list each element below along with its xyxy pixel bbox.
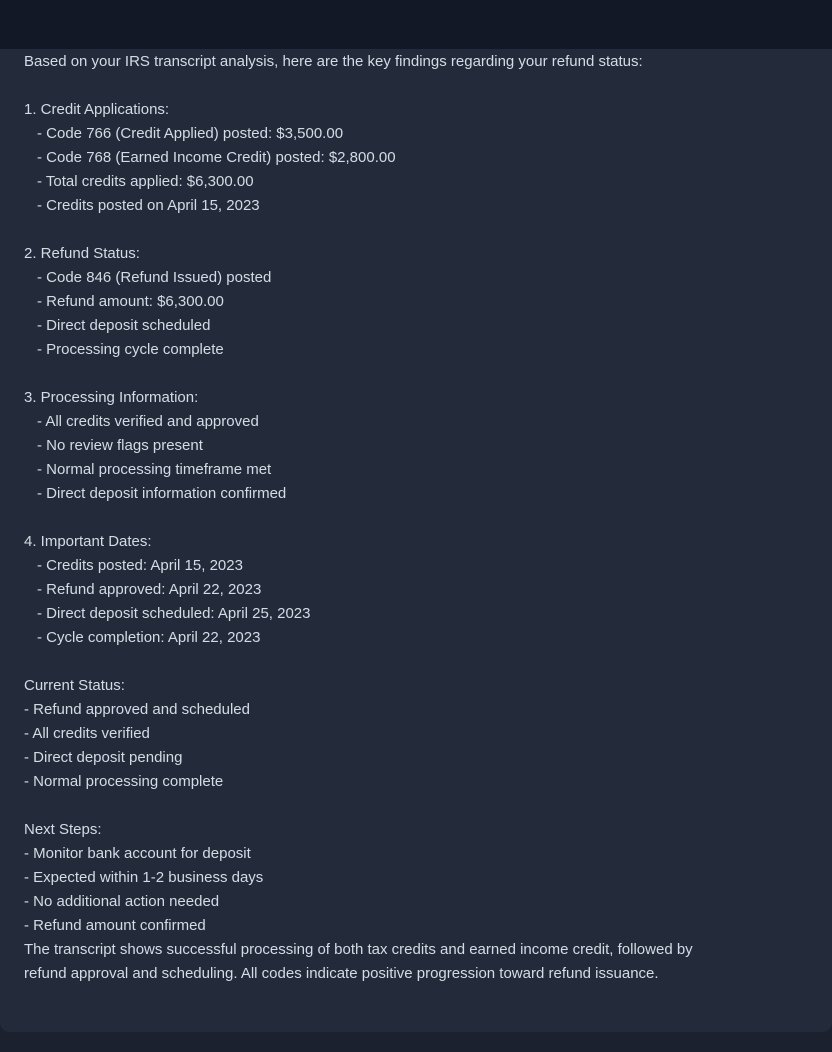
section-item: - Expected within 1-2 business days — [24, 869, 264, 886]
section-item: - Refund amount: $6,300.00 — [37, 293, 224, 310]
section-item: - Refund amount confirmed — [24, 917, 206, 934]
section-item: - Normal processing timeframe met — [37, 461, 272, 478]
section-item: - All credits verified — [24, 725, 150, 742]
section-item: - Direct deposit scheduled: April 25, 2023 — [37, 605, 311, 622]
section-heading: 4. Important Dates: — [24, 533, 152, 550]
section-item: - Cycle completion: April 22, 2023 — [37, 629, 261, 646]
message-intro: Based on your IRS transcript analysis, here are the key findings regarding your refund status: — [24, 53, 643, 70]
section-item: - Monitor bank account for deposit — [24, 845, 251, 862]
message-section — [24, 818, 808, 938]
window-title-bar — [0, 0, 832, 49]
section-item: - Refund approved: April 22, 2023 — [37, 581, 262, 598]
section-item: - Processing cycle complete — [37, 341, 224, 358]
message-section — [24, 386, 808, 506]
message-closing-line: refund approval and scheduling. All codes indicate positive progression toward refund issuance. — [24, 965, 659, 982]
section-item: - All credits verified and approved — [37, 413, 259, 430]
section-heading: 1. Credit Applications: — [24, 101, 170, 118]
section-heading: Next Steps: — [24, 821, 102, 838]
section-item: - Direct deposit scheduled — [37, 317, 211, 334]
message-closing — [24, 938, 808, 986]
section-item: - No additional action needed — [24, 893, 220, 910]
section-item: - Total credits applied: $6,300.00 — [37, 173, 254, 190]
section-item: - Refund approved and scheduled — [24, 701, 250, 718]
section-item: - Credits posted on April 15, 2023 — [37, 197, 260, 214]
section-item: - Code 768 (Earned Income Credit) posted: $2,800.00 — [37, 149, 396, 166]
section-item: - No review flags present — [37, 437, 203, 454]
message-section — [24, 242, 808, 362]
section-item: - Direct deposit pending — [24, 749, 183, 766]
message-section — [24, 530, 808, 650]
section-item: - Code 766 (Credit Applied) posted: $3,500.00 — [37, 125, 344, 142]
section-heading: Current Status: — [24, 677, 125, 694]
message-section — [24, 674, 808, 794]
section-item: - Code 846 (Refund Issued) posted — [37, 269, 272, 286]
message-sections — [24, 98, 808, 938]
section-item: - Direct deposit information confirmed — [37, 485, 287, 502]
message-section — [24, 98, 808, 218]
message-closing-line: The transcript shows successful processing of both tax credits and earned income credit, followed by — [24, 941, 693, 958]
section-item: - Credits posted: April 15, 2023 — [37, 557, 243, 574]
section-item: - Normal processing complete — [24, 773, 224, 790]
section-heading: 2. Refund Status: — [24, 245, 140, 262]
section-heading: 3. Processing Information: — [24, 389, 199, 406]
assistant-message-panel — [0, 49, 832, 1032]
